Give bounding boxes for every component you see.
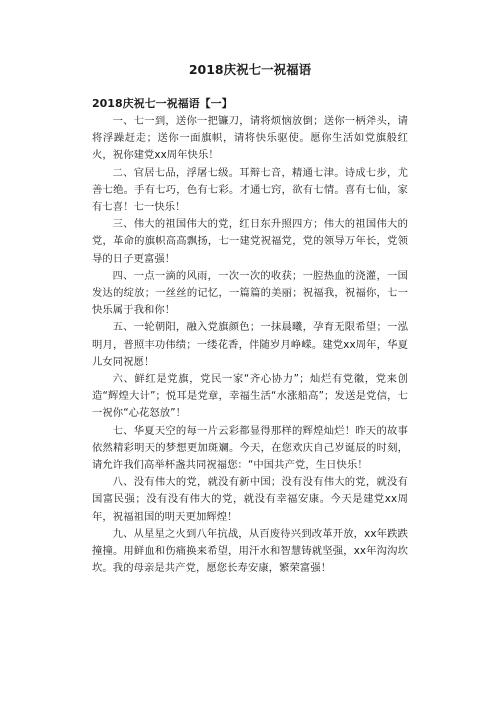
- paragraph-7: 七、华夏天空的每一片云彩都显得那样的辉煌灿烂！昨天的故事依然精彩明天的梦想更加斑斓。今天，在您欢庆自己岁诞辰的时刻，请允许我们高举杯盏共同祝福您：“中国共产党，生日快乐！: [92, 424, 408, 472]
- paragraph-2: 二、官居七品，浮屠七级。耳辩七音，精通七津。诗成七步，尤善七绝。手有七巧，色有七彩。才通七窍，欲有七情。喜有七仙，家有七喜！七一快乐！: [92, 166, 408, 214]
- section-heading: 2018庆祝七一祝福语【一】: [92, 97, 233, 110]
- paragraph-5: 五、一轮朝阳，融入党旗颜色；一抹晨曦，孕育无限希望；一泓明月，普照丰功伟绩；一缕花香，伴随岁月峥嵘。建党xx周年，华夏儿女同祝愿！: [92, 321, 408, 368]
- paragraph-8: 八、没有伟大的党，就没有新中国；没有没有伟大的党，就没有国富民强；没有没有伟大的党，就没有幸福安康。今天是建党xx周年，祝福祖国的明天更加辉煌！: [92, 476, 408, 523]
- paragraph-4: 四、一点一滴的风雨，一次一次的收获；一腔热血的浇灌，一国发达的绽放；一丝丝的记忆，一篇篇的美丽；祝福我，祝福你，七一快乐属于我和你！: [92, 269, 408, 317]
- document-title: 2018庆祝七一祝福语: [188, 62, 312, 77]
- paragraph-3: 三、伟大的祖国伟大的党，红日东升照四方；伟大的祖国伟大的党，革命的旗帜高高飘扬，七一建党祝福党，党的领导万年长，党领导的日子更富强！: [92, 218, 408, 265]
- paragraph-1: 一、七一到，送你一把镰刀，请将烦恼放倒；送你一柄斧头，请将浮躁赶走；送你一面旗帜，请将快乐驱使。愿你生活如党旗般红火，祝你建党xx周年快乐！: [92, 115, 408, 162]
- paragraph-9: 九、从星星之火到八年抗战，从百废待兴到改革开放，xx年跌跌撞撞。用鲜血和伤痛换来希望，用汗水和智慧铸就坚强，xx年沟沟坎坎。我的母亲是共产党，愿您长寿安康，繁荣富强！: [92, 527, 408, 575]
- paragraph-6: 六、鲜红是党旗，党民一家“齐心协力”；灿烂有党徽，党来创造“辉煌大计”；悦耳是党章，幸福生活“水涨船高”；发送是党信，七一祝你“心花怒放”！: [92, 373, 408, 420]
